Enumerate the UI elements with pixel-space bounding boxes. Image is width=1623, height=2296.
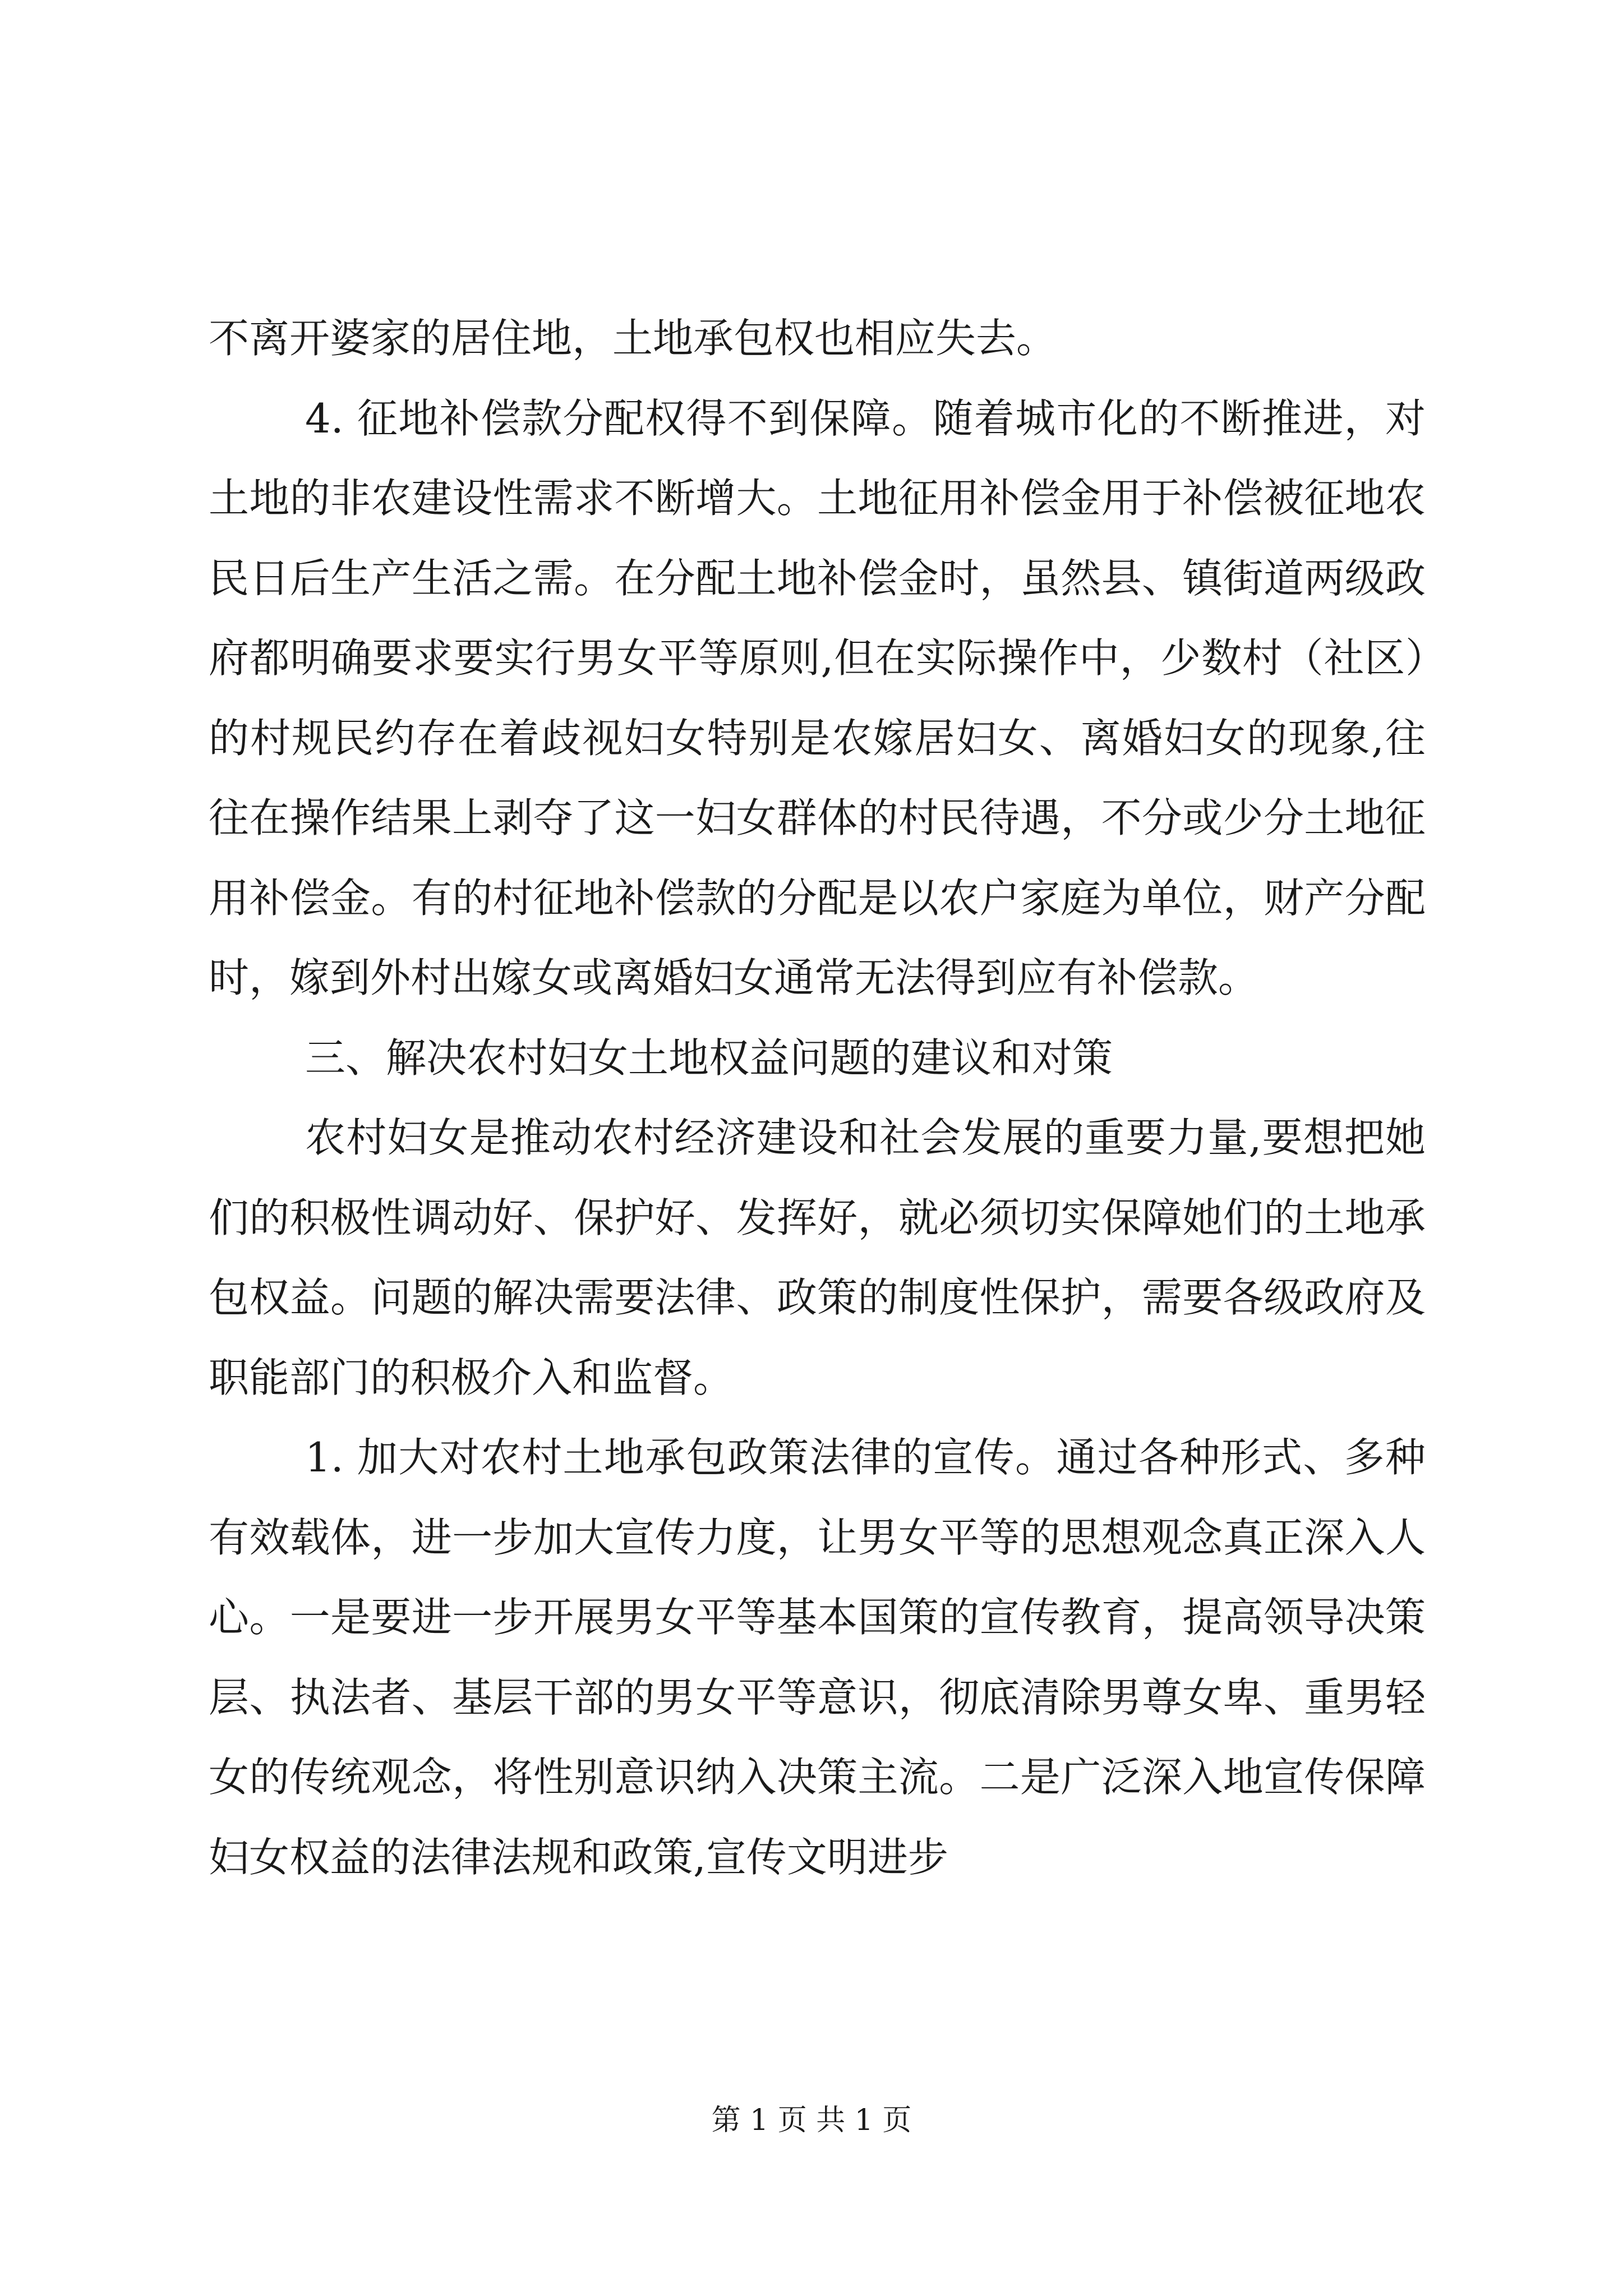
page-footer: 第 1 页 共 1 页	[711, 2104, 912, 2137]
document-body	[209, 298, 1426, 1897]
paragraph-continuation: 不离开婆家的居住地，土地承包权也相应失去。	[209, 315, 1057, 362]
paragraph-intro: 农村妇女是推动农村经济建设和社会发展的重要力量,要想把她们的积极性调动好、保护好、发挥好，就必须切实保障她们的土地承包权益。问题的解决需要法律、政策的制度性保护，需要各级政府及职能部门的积极介入和监督。	[209, 1114, 1426, 1401]
section-heading-3: 三、解决农村妇女土地权益问题的建议和对策	[305, 1034, 1113, 1082]
paragraph-item-4: 4. 征地补偿款分配权得不到保障。随着城市化的不断推进，对土地的非农建设性需求不断增大。土地征用补偿金用于补偿被征地农民日后生产生活之需。在分配土地补偿金时，虽然县、镇街道两级政府都明确要求要实行男女平等原则,但在实际操作中，少数村（社区）的村规民约存在着歧视妇女特别是农嫁居妇女、离婚妇女的现象,往往在操作结果上剥夺了这一妇女群体的村民待遇，不分或少分土地征用补偿金。有的村征地补偿款的分配是以农户家庭为单位，财产分配时，嫁到外村出嫁女或离婚妇女通常无法得到应有补偿款。	[209, 394, 1426, 1001]
paragraph-item-1: 1. 加大对农村土地承包政策法律的宣传。通过各种形式、多种有效载体，进一步加大宣传力度，让男女平等的思想观念真正深入人心。一是要进一步开展男女平等基本国策的宣传教育，提高领导决策层、执法者、基层干部的男女平等意识，彻底清除男尊女卑、重男轻女的传统观念，将性别意识纳入决策主流。二是广泛深入地宣传保障妇女权益的法律法规和政策,宣传文明进步	[209, 1434, 1426, 1881]
